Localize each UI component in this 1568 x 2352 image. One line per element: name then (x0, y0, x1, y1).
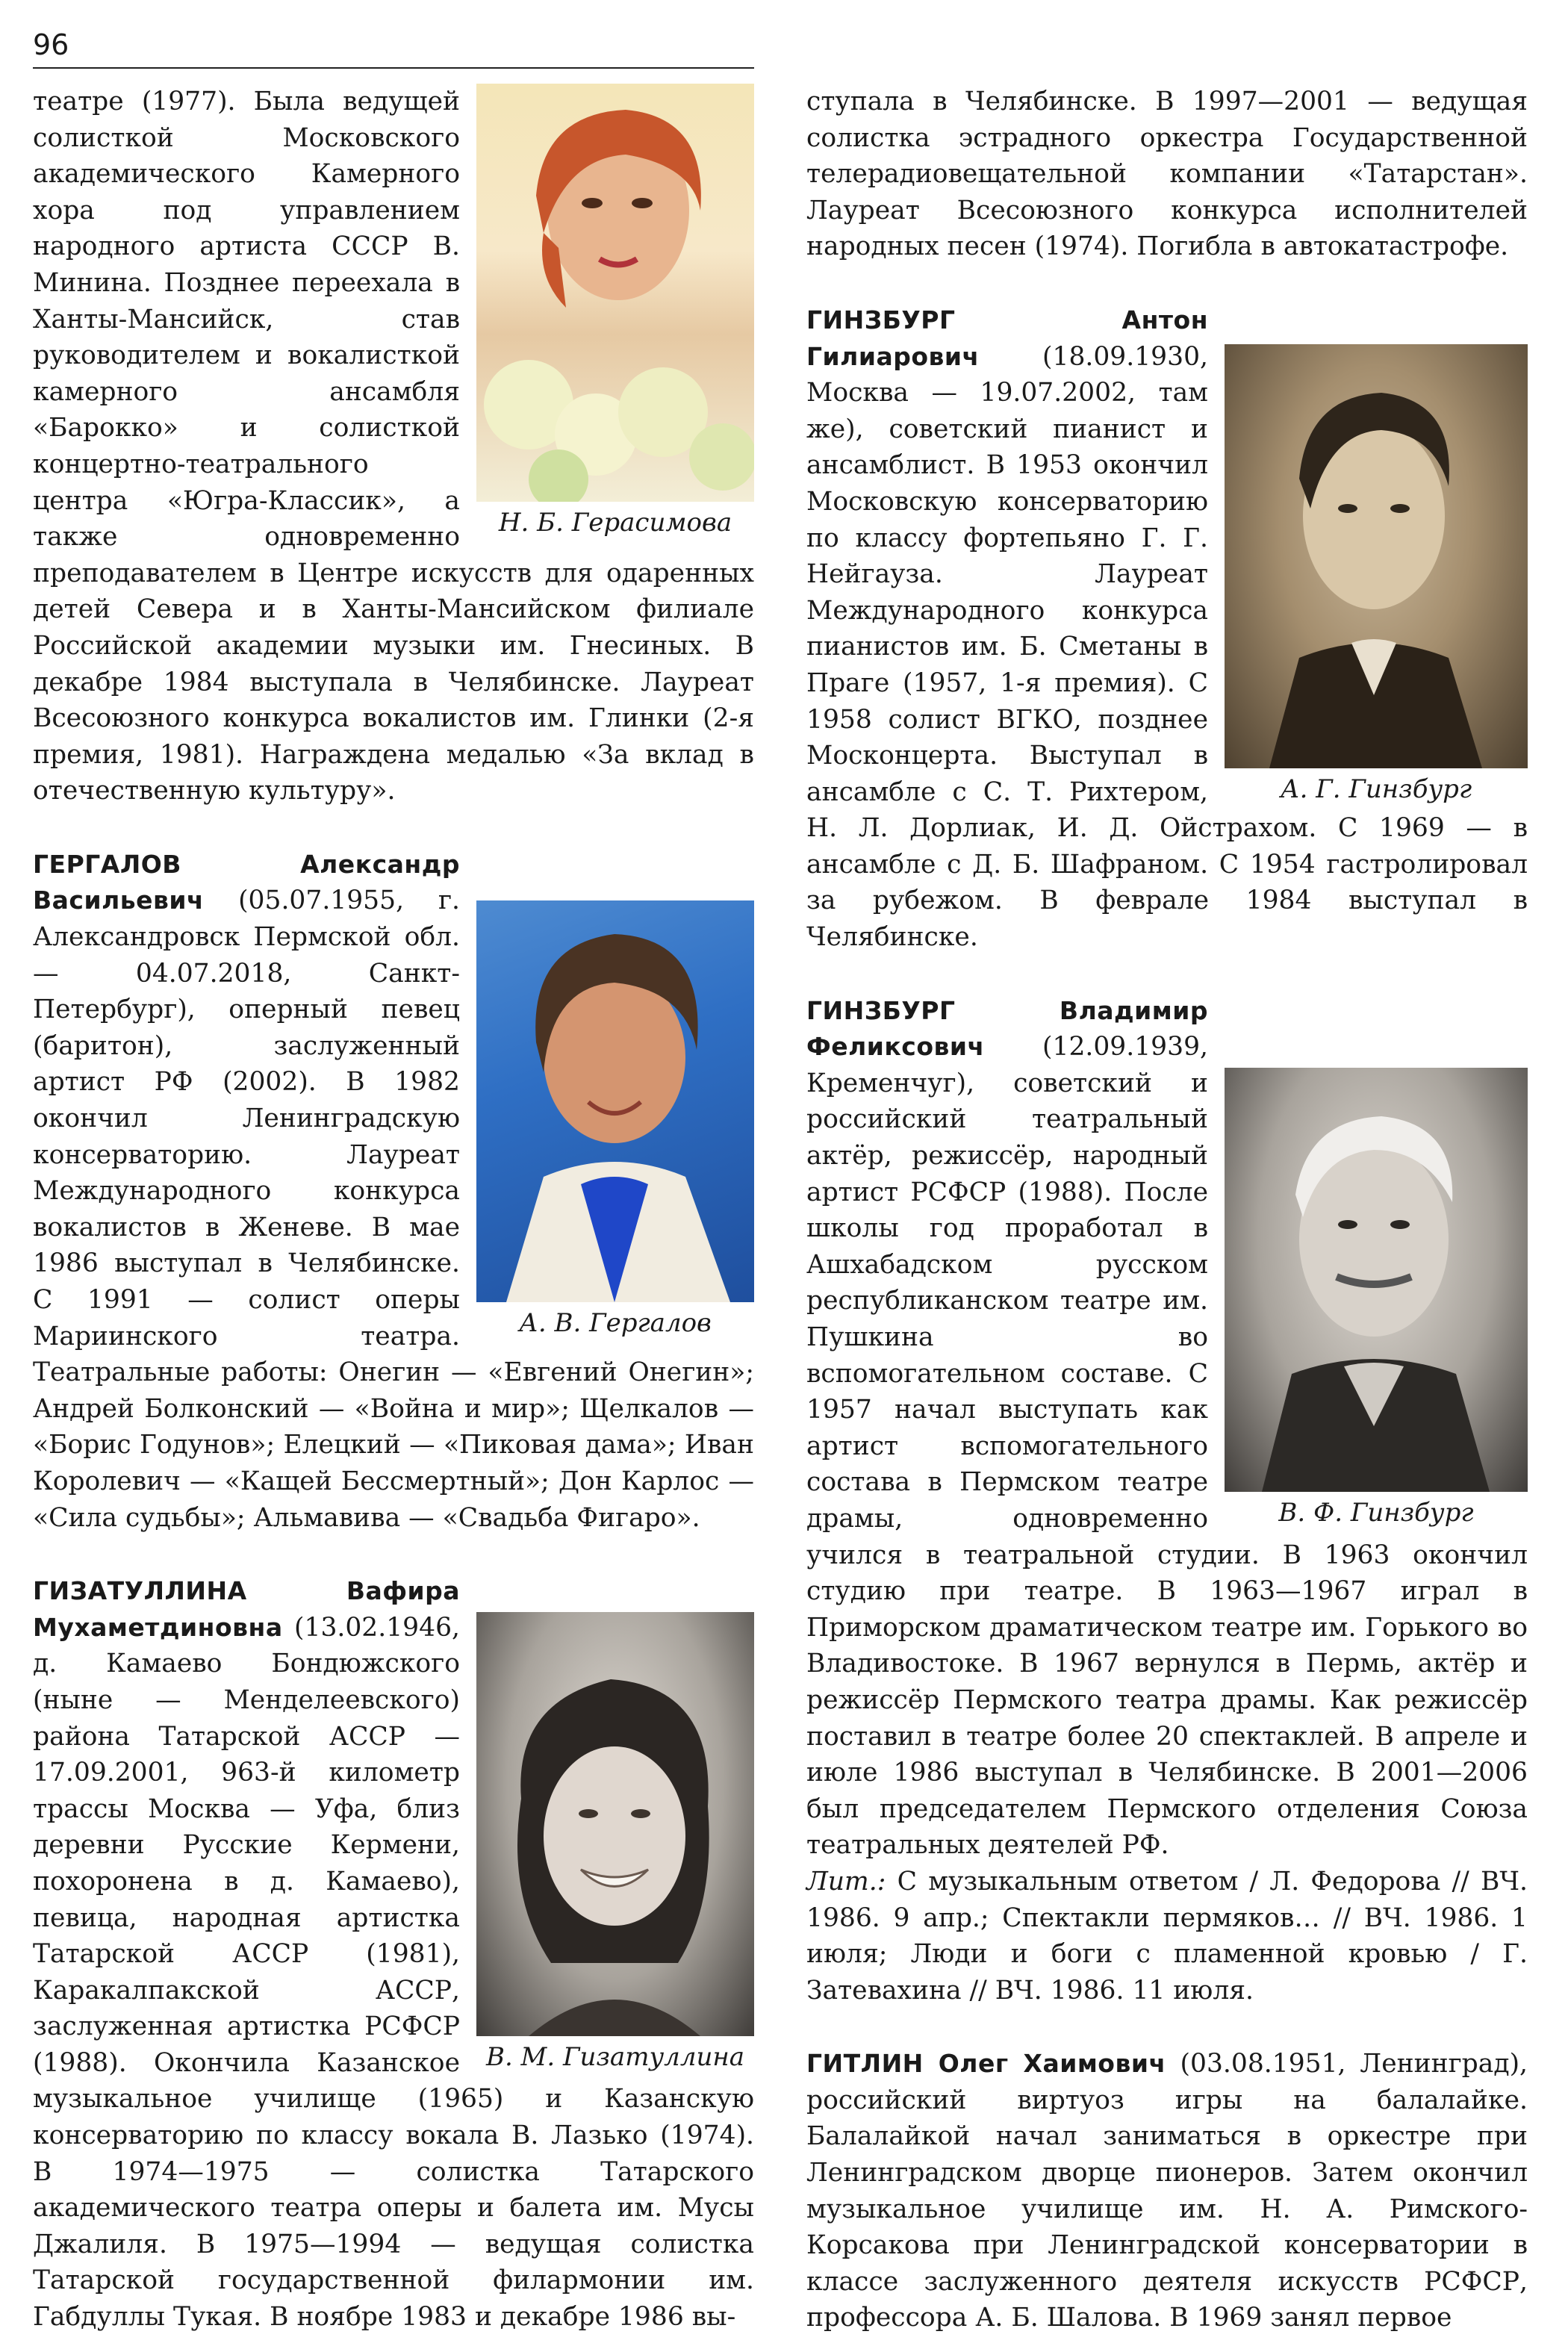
page-number: 96 (33, 28, 69, 61)
photo-gerasimova (476, 84, 754, 502)
headword-ginzburg-anton: ГИНЗБУРГ Антон Гилиарович (806, 305, 1208, 371)
right-column (806, 84, 1528, 2336)
portrait-illustration (476, 1612, 754, 2036)
figure-gerasimova (476, 84, 754, 539)
portrait-illustration (476, 900, 754, 1302)
headword-gizatullina: ГИЗАТУЛЛИНА Вафира Мухаметдиновна (33, 1576, 460, 1642)
headword-gitlin: ГИТЛИН Олег Хаимович (806, 2049, 1166, 2079)
portrait-illustration (476, 84, 754, 502)
literature-text: С музыкальным ответом / Л. Федорова // ВЧ. 1986. 9 апр.; Спектакли пермяков… // ВЧ. 1986. 1 июля; Люди и боги с пламенной кровью / Г. Затевахина // ВЧ. 1986. 11 июля. (806, 1866, 1528, 2006)
entry-gizatullina-continued: ступала в Челябинске. В 1997—2001 — ведущая солистка эстрадного оркестра Государственной телерадиовещательной компании «Татарстан». Лауреат Всесоюзного конкурса исполнителей народных песен (1974). Погибла в автокатастрофе. (806, 87, 1528, 262)
figure-gergalov (476, 900, 754, 1340)
text-ginzburg-anton: (18.09.1930, Москва — 19.07.2002, там же), советский пианист и ансамблист. В 1953 окончил Московскую консерваторию по классу фортепьяно Г. Г. Нейгауза. Лауреат Международного конкурса пианистов им. Б. Сметаны в Праге (1957, 1-я премия). С 1958 солист ВГКО, позднее Москонцерта. Выступал в ансамбле с С. Т. Рихтером, Н. Л. Дорлиак, И. Д. Ойстрахом. С 1969 — в ансамбле с Д. Б. Шафраном. С 1954 гастролировал за рубежом. В феврале 1984 выступал в Челябинске. (806, 341, 1528, 953)
text-gitlin: (03.08.1951, Ленинград), российский виртуоз игры на балалайке. Балалайкой начал заниматься в оркестре при Ленинградском дворце пионеров. Затем окончил музыкальное училище им. Н. А. Римского-Корсакова при Ленинградской консерватории в классе заслуженного деятеля искусств РСФСР, профессора А. Б. Шалова. В 1969 занял первое (806, 2049, 1528, 2333)
photo-gizatullina (476, 1612, 754, 2036)
figure-ginzburg-vladimir (1225, 1068, 1528, 1529)
headword-gergalov: ГЕРГАЛОВ Александр Васильевич (33, 849, 460, 915)
text-gizatullina: (13.02.1946, д. Камаево Бондюжского (ныне — Менделеевского) района Татарской АССР — 17.09.2001, 963-й километр трассы Москва — Уфа, близ деревни Русские Кермени, похоронена в д. Камаево), певица, народная артистка Татарской АССР (1981), Каракалпакской АССР, заслуженная артистка РСФСР (1988). Окончила Казанское музыкальное училище (1965) и Казанскую консерваторию по классу вокала В. Лазько (1974). В 1974—1975 — солистка Татарского академического театра оперы и балета им. Мусы Джалиля. В 1975—1994 — ведущая солистка Татарской государственной филармонии им. Габдуллы Тукая. В ноябре 1983 и декабре 1986 вы- (33, 1612, 754, 2333)
left-column (33, 84, 754, 2336)
caption-gerasimova: Н. Б. Герасимова (498, 508, 732, 538)
photo-ginzburg-vladimir (1225, 1068, 1528, 1492)
entry-gerasimova-continued: театре (1977). Была ведущей солисткой Московского академического Камерного хора под управлением народного артиста СССР В. Минина. Позднее переехала в Ханты-Мансийск, став руководителем и вокалисткой камерного ансамбля «Барокко» и солисткой концертно-театрального центра «Югра-Классик», а также одновременно преподавателем в Центре искусств для одаренных детей Севера и в Ханты-Мансийском филиале Российской академии музыки им. Гнесиных. В декабре 1984 выступала в Челябинске. Лауреат Всесоюзного конкурса вокалистов им. Глинки (2-я премия, 1981). Награждена медалью «За вклад в отечественную культуру». (33, 87, 754, 806)
literature-label: Лит.: (806, 1866, 886, 1897)
figure-ginzburg-anton (1225, 344, 1528, 806)
figure-gizatullina (476, 1612, 754, 2073)
caption-ginzburg-anton: А. Г. Гинзбург (1280, 774, 1472, 804)
text-ginzburg-vladimir: (12.09.1939, Кременчуг), советский и российский театральный актёр, режиссёр, народный артист РСФСР (1988). После школы год проработал в Ашхабадском русском республиканском театре им. Пушкина во вспомогательном составе. С 1957 начал выступать как артист вспомогательного состава в Пермском театре драмы, одновременно учился в театральной студии. В 1963 окончил студию при театре. В 1963—1967 играл в Приморском драматическом театре им. Горького во Владивостоке. В 1967 вернулся в Пермь, актёр и режиссёр Пермского театра драмы. Как режиссёр поставил в театре более 20 спектаклей. В апреле и июле 1986 выступал в Челябинске. В 2001—2006 был председателем Пермского отделения Союза театральных деятелей РФ. (806, 1032, 1528, 1861)
text-gergalov: (05.07.1955, г. Александровск Пермской обл. — 04.07.2018, Санкт-Петербург), оперный певец (баритон), заслуженный артист РФ (2002). В 1982 окончил Ленинградскую консерваторию. Лауреат Международного конкурса вокалистов в Женеве. В мае 1986 выступал в Челябинске. С 1991 — солист оперы Мариинского театра. Театральные работы: Онегин — «Евгений Онегин»; Андрей Болконский — «Война и мир»; Щелкалов — «Борис Годунов»; Елецкий — «Пиковая дама»; Иван Королевич — «Кащей Бессмертный»; Дон Карлос — «Сила судьбы»; Альмавива — «Свадьба Фигаро». (33, 886, 754, 1533)
portrait-illustration (1225, 1068, 1528, 1492)
photo-ginzburg-anton (1225, 344, 1528, 768)
header-rule (33, 67, 754, 69)
literature-ginzburg-vladimir (806, 1864, 1528, 2009)
caption-gizatullina: В. М. Гизатуллина (485, 2042, 745, 2073)
headword-ginzburg-vladimir: ГИНЗБУРГ Владимир Феликсович (806, 995, 1208, 1062)
portrait-illustration (1225, 344, 1528, 768)
entry-gitlin (806, 2046, 1528, 2336)
caption-ginzburg-vladimir: В. Ф. Гинзбург (1278, 1497, 1474, 1528)
photo-gergalov (476, 900, 754, 1302)
caption-gergalov: А. В. Гергалов (519, 1307, 712, 1338)
